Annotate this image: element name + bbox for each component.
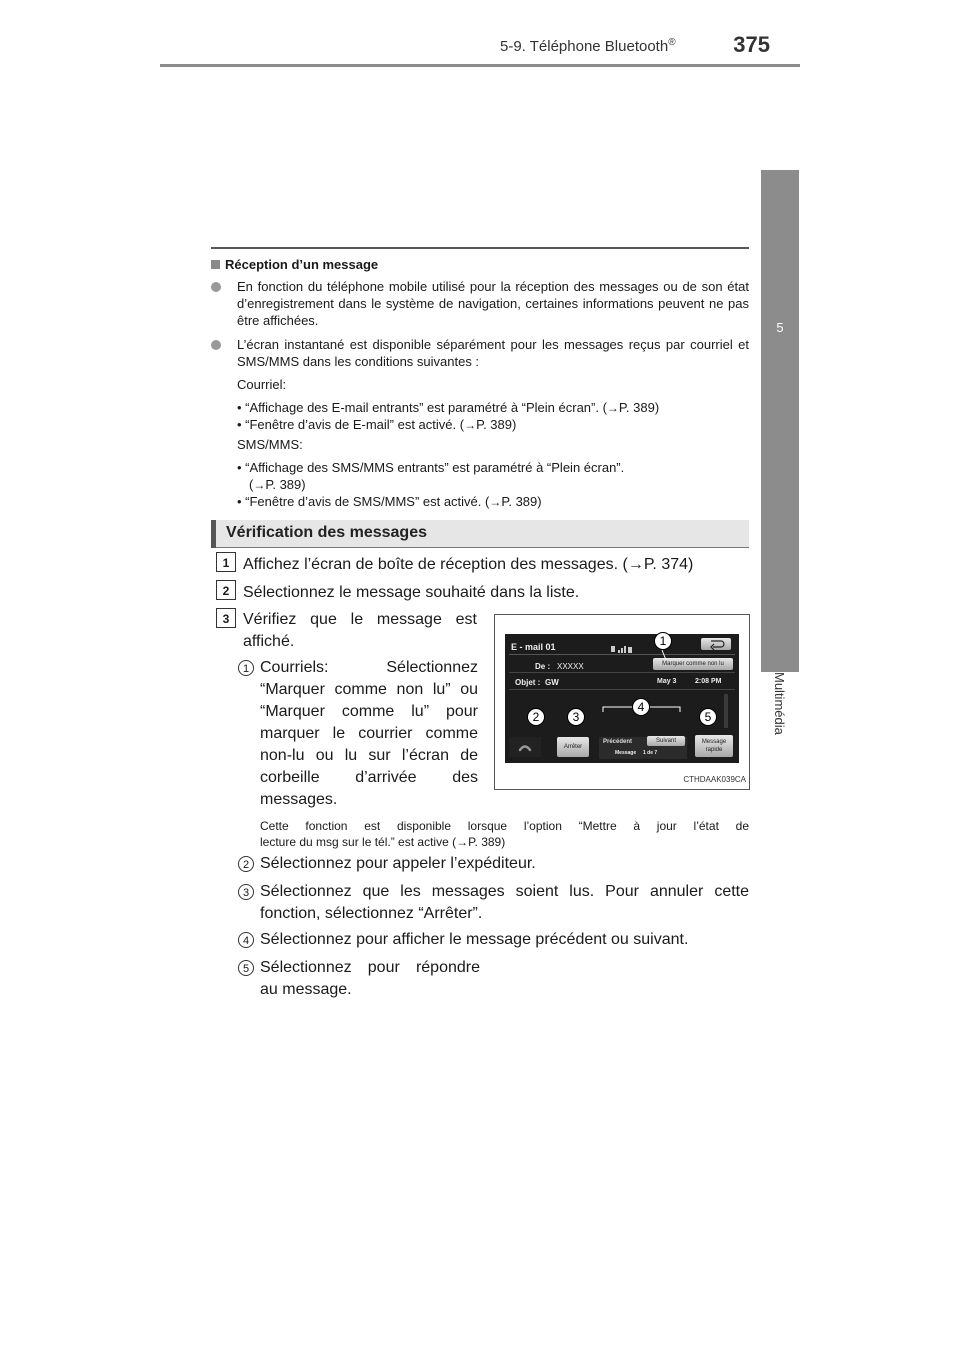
previous-button[interactable]: Précédent xyxy=(603,739,633,745)
step-1-text: Affichez l’écran de boîte de réception des messages. (→P. 374) xyxy=(243,556,694,573)
from-label: De : xyxy=(535,662,551,671)
step-number-2: 2 xyxy=(216,580,236,600)
bullet-dot-icon xyxy=(211,340,221,350)
courriel-label: Courriel: xyxy=(237,377,287,392)
callout-4: 4 xyxy=(632,698,650,716)
chapter-tab xyxy=(761,170,799,672)
item-number-2: 2 xyxy=(238,856,254,872)
courriel-item-2: • “Fenêtre d’avis de E-mail” est activé. (→P. 389) xyxy=(237,417,517,432)
item-5-line-1: Sélectionnez pour répondre xyxy=(260,959,480,976)
courriel-item-1: • “Affichage des E-mail entrants” est paramétré à “Plein écran”. (→P. 389) xyxy=(237,400,660,415)
item-1-note-line-1: Cette fonction est disponible lorsque l’option “Mettre à jour l’état de xyxy=(260,819,749,833)
item-2-text: Sélectionnez pour appeler l’expéditeur. xyxy=(260,855,536,872)
message-time: 2:08 PM xyxy=(695,678,722,685)
callout-1: 1 xyxy=(654,632,672,650)
bullet-dot-icon xyxy=(211,282,221,292)
item-1-text: Courriels: Sélectionnez “Marquer comme non lu” ou “Marquer comme lu” pour marquer le courrier comme non-lu ou lu sur l’écran de corbeille d’arrivée des messages. xyxy=(260,659,478,808)
subject-value: GW xyxy=(545,678,559,687)
reception-heading: Réception d’un message xyxy=(211,257,378,272)
step-3-line-1: Vérifiez que le message est xyxy=(243,611,477,628)
sms-label: SMS/MMS: xyxy=(237,437,303,452)
item-3-line-1: Sélectionnez que les messages soient lus. Pour annuler cette xyxy=(260,883,749,900)
arrow-icon: → xyxy=(456,835,469,849)
arrow-icon: → xyxy=(627,556,644,573)
item-number-3: 3 xyxy=(238,884,254,900)
quick-reply-button[interactable]: Message rapide xyxy=(695,735,733,757)
square-bullet-icon xyxy=(211,260,220,269)
callout-5: 5 xyxy=(699,708,717,726)
next-button[interactable]: Suivant xyxy=(647,736,685,746)
item-number-4: 4 xyxy=(238,932,254,948)
item-4-text: Sélectionnez pour afficher le message précédent ou suivant. xyxy=(260,931,689,948)
callout-3: 3 xyxy=(567,708,585,726)
item-5-line-2: au message. xyxy=(260,981,352,998)
arrow-icon: → xyxy=(489,495,502,509)
step-3-line-2: affiché. xyxy=(243,633,295,650)
arrow-icon: → xyxy=(253,478,266,492)
chapter-title: 5-9. Téléphone Bluetooth® xyxy=(500,37,676,55)
reception-bullet-2: L’écran instantané est disponible séparément pour les messages reçus par courriel et SMS/MMS dans les conditions suivantes : xyxy=(237,337,749,369)
chapter-tab-label: Multimédia xyxy=(772,672,787,735)
section-rule xyxy=(211,247,749,249)
item-number-1: 1 xyxy=(238,660,254,676)
item-1-note-line-2: lecture du msg sur le tél.” est active (→P. 389) xyxy=(260,835,506,849)
reception-bullet-1: En fonction du téléphone mobile utilisé pour la réception des messages ou de son état d’enregistrement dans le système de navigation, certaines informations peuvent ne pas être affichées. xyxy=(237,279,749,328)
message-date: May 3 xyxy=(657,678,677,685)
subject-label: Objet : xyxy=(515,678,541,687)
callout-2: 2 xyxy=(527,708,545,726)
figure-code: CTHDAAK039CA xyxy=(683,775,746,784)
arrow-icon: → xyxy=(464,418,477,432)
chapter-tab-number: 5 xyxy=(776,320,784,335)
sms-item-1-ref: (→P. 389) xyxy=(249,477,306,492)
item-3-line-2: fonction, sélectionnez “Arrêter”. xyxy=(260,905,483,922)
stop-button[interactable]: Arrêter xyxy=(557,737,589,757)
header-rule xyxy=(160,64,800,67)
section-banner-title: Vérification des messages xyxy=(226,524,427,541)
sms-item-1: • “Affichage des SMS/MMS entrants” est paramétré à “Plein écran”. xyxy=(237,460,625,475)
arrow-icon: → xyxy=(606,401,619,415)
callout-lines xyxy=(505,634,739,763)
item-number-5: 5 xyxy=(238,960,254,976)
step-number-1: 1 xyxy=(216,552,236,572)
message-label: Message xyxy=(615,750,637,756)
step-2-text: Sélectionnez le message souhaité dans la liste. xyxy=(243,584,580,601)
sms-item-2: • “Fenêtre d’avis de SMS/MMS” est activé. (→P. 389) xyxy=(237,494,542,509)
message-counter: 1 de 7 xyxy=(643,750,658,756)
from-value: XXXXX xyxy=(557,662,584,671)
section-banner-accent xyxy=(211,520,216,548)
page-number: 375 xyxy=(733,32,770,57)
step-number-3: 3 xyxy=(216,608,236,628)
mark-unread-button[interactable]: Marquer comme non lu xyxy=(653,658,733,670)
screen-title: E - mail 01 xyxy=(511,642,556,652)
